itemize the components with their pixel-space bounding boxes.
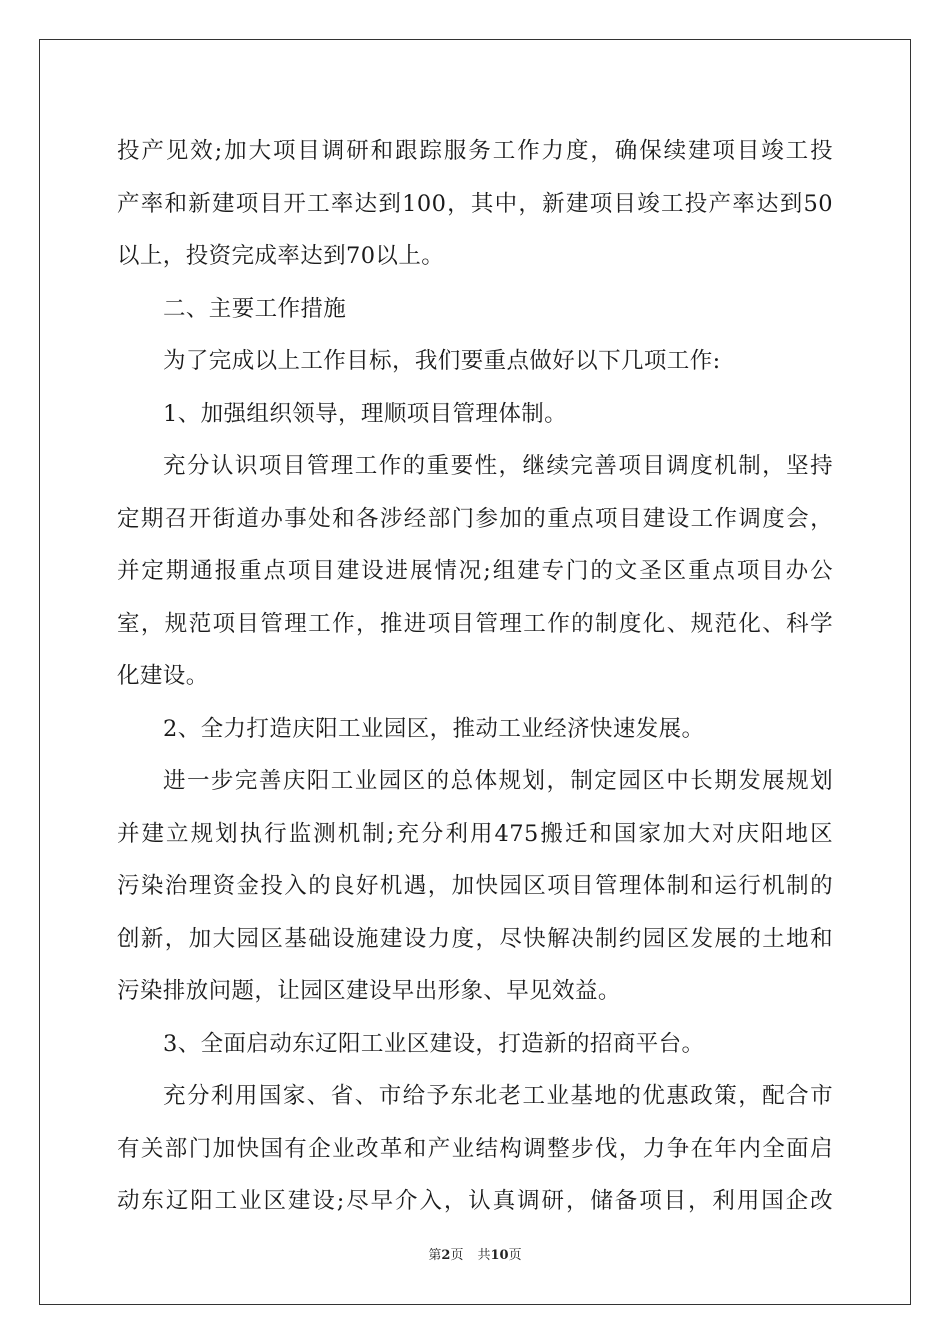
text-line: 产率和新建项目开工率达到100，其中，新建项目竣工投产率达到50	[117, 190, 833, 217]
text-line: 并定期通报重点项目建设进展情况;组建专门的文圣区重点项目办公	[117, 558, 833, 584]
footer-total-prefix: 共	[477, 1248, 491, 1263]
text-line: 创新，加大园区基础设施建设力度，尽快解决制约园区发展的土地和	[117, 925, 833, 952]
text-line: 充分利用国家、省、市给予东北老工业基地的优惠政策，配合市	[163, 1083, 833, 1109]
text-line: 有关部门加快国有企业改革和产业结构调整步伐，力争在年内全面启	[117, 1135, 833, 1162]
text-line: 二、主要工作措施	[163, 295, 347, 322]
text-line: 投产见效;加大项目调研和跟踪服务工作力度，确保续建项目竣工投	[117, 138, 833, 164]
text-line: 污染治理资金投入的良好机遇，加快园区项目管理体制和运行机制的	[117, 873, 833, 899]
text-line: 3、全面启动东辽阳工业区建设，打造新的招商平台。	[163, 1030, 705, 1057]
page-footer	[0, 1246, 950, 1266]
document-body	[117, 125, 833, 1228]
text-line: 定期召开街道办事处和各涉经部门参加的重点项目建设工作调度会，	[117, 505, 833, 532]
text-line: 进一步完善庆阳工业园区的总体规划，制定园区中长期发展规划	[163, 768, 833, 794]
footer-page-suffix: 页	[450, 1248, 464, 1263]
text-line: 以上，投资完成率达到70以上。	[117, 243, 445, 269]
text-line: 污染排放问题，让园区建设早出形象、早见效益。	[117, 978, 621, 1004]
text-line: 室，规范项目管理工作，推进项目管理工作的制度化、规范化、科学	[117, 610, 833, 637]
text-line: 为了完成以上工作目标，我们要重点做好以下几项工作:	[163, 348, 721, 374]
footer-page-prefix: 第	[428, 1248, 442, 1263]
text-line: 并建立规划执行监测机制;充分利用475搬迁和国家加大对庆阳地区	[117, 820, 833, 847]
text-line: 充分认识项目管理工作的重要性，继续完善项目调度机制，坚持	[163, 453, 833, 479]
text-line: 动东辽阳工业区建设;尽早介入，认真调研，储备项目，利用国企改	[117, 1188, 833, 1214]
text-line: 化建设。	[117, 663, 209, 689]
text-line: 1、加强组织领导，理顺项目管理体制。	[163, 400, 568, 427]
footer-total-suffix: 页	[508, 1248, 522, 1263]
footer-page-current: 2	[441, 1248, 451, 1263]
text-line: 2、全力打造庆阳工业园区，推动工业经济快速发展。	[163, 715, 705, 742]
footer-page-total: 10	[490, 1248, 509, 1263]
